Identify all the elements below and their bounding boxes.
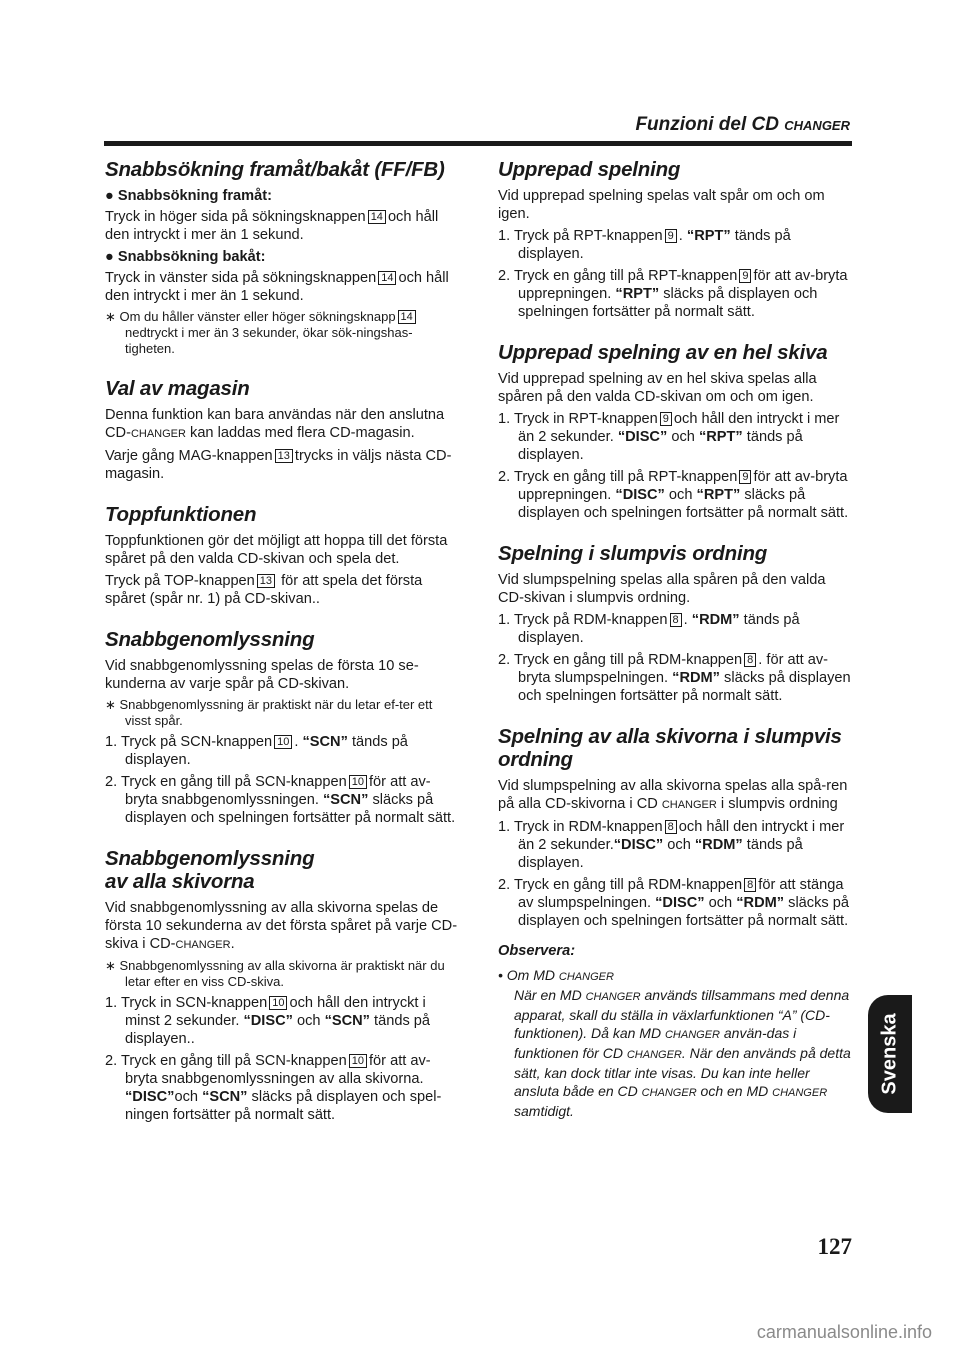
paragraph: Tryck in höger sida på sökningsknappen 14 och håll den intryckt i mer än 1 sekund. [105, 209, 439, 243]
key-badge: 10 [269, 996, 287, 1010]
section-title-top: Toppfunktionen [105, 503, 257, 526]
step-1: 1. Tryck in RPT-knappen 9 och håll den intryckt i mer än 2 sekunder. “DISC” och “RPT” tänds på displayen. [498, 411, 840, 463]
key-badge: 10 [274, 735, 292, 749]
note: ∗ Snabbgenomlyssning av alla skivorna är praktiskt när du letar efter en viss CD-skiva. [105, 958, 445, 989]
section-title-repeat-disc: Upprepad spelning av en hel skiva [498, 341, 828, 364]
paragraph: Varje gång MAG-knappen 13 trycks in väljs nästa CD-magasin. [105, 448, 452, 482]
paragraph: Denna funktion kan bara användas när den anslutna CD-CHANGER kan laddas med flera CD-magasin. [105, 407, 445, 441]
paragraph: Vid slumpspelning spelas alla spåren på den valda CD-skivan i slumpvis ordning. [498, 572, 826, 606]
step-2: 2. Tryck en gång till på RPT-knappen 9 för att av-bryta upprepningen. “DISC” och “RPT” släcks på displayen och spelningen fortsätter på normalt sätt. [498, 469, 849, 521]
key-badge: 10 [349, 775, 367, 789]
step-2: 2. Tryck en gång till på RDM-knappen 8 . för att av-bryta slumpspelningen. “RDM” släcks på displayen och spelningen fortsätter på normalt sätt. [498, 652, 851, 704]
language-tab-label: Svenska [878, 1013, 901, 1095]
key-badge: 9 [739, 269, 751, 283]
step-1: 1. Tryck in RDM-knappen 8 och håll den intryckt i mer än 2 sekunder.“DISC” och “RDM” tänds på displayen. [498, 819, 845, 871]
key-badge: 9 [660, 412, 672, 426]
left-column [105, 158, 461, 1128]
paragraph: Vid upprepad spelning spelas valt spår om och om igen. [498, 188, 825, 222]
paragraph: Tryck in vänster sida på sökningsknappen 14 och håll den intryckt i mer än 1 sekund. [105, 270, 449, 304]
step-2: 2. Tryck en gång till på SCN-knappen 10 för att av-bryta snabbgenomlyssningen av alla skivorna. “DISC”och “SCN” släcks på displayen och spel-ningen fortsätter på normalt sätt. [105, 1053, 442, 1123]
paragraph: Vid upprepad spelning av en hel skiva spelas alla spåren på den valda CD-skivan om och om igen. [498, 371, 817, 405]
section-title-scan: Snabbgenomlyssning [105, 628, 315, 651]
section-title-repeat: Upprepad spelning [498, 158, 681, 181]
watermark: carmanualsonline.info [756, 1322, 932, 1342]
paragraph: Toppfunktionen gör det möjligt att hoppa till det första spåret på den valda CD-skivan och spela det. [105, 533, 448, 567]
step-1: 1. Tryck på RDM-knappen 8 . “RDM” tänds på displayen. [498, 612, 800, 646]
step-2: 2. Tryck en gång till på RPT-knappen 9 för att av-bryta upprepningen. “RPT” släcks på displayen och spelningen fortsätter på normalt sätt. [498, 268, 848, 320]
key-badge: 9 [665, 229, 677, 243]
observe-heading: Observera: [498, 943, 576, 959]
note: ∗ Snabbgenomlyssning är praktiskt när du letar ef-ter ett visst spår. [105, 697, 433, 728]
key-badge: 14 [368, 210, 386, 224]
step-2: 2. Tryck en gång till på SCN-knappen 10 för att av-bryta snabbgenomlyssningen. “SCN” släcks på displayen och spelningen fortsätter på normalt sätt. [105, 774, 456, 826]
language-tab [868, 995, 912, 1113]
section-title-random: Spelning i slumpvis ordning [498, 542, 768, 565]
bullet-backward: ● Snabbsökning bakåt: [105, 249, 266, 265]
right-column [498, 158, 854, 1120]
key-badge: 13 [275, 449, 293, 463]
running-header [635, 114, 850, 136]
paragraph: Tryck på TOP-knappen 13 för att spela det första spåret (spår nr. 1) på CD-skivan.. [105, 573, 423, 607]
key-badge: 8 [744, 878, 756, 892]
observe-note: • Om MD CHANGER När en MD CHANGER används tillsammans med denna apparat, skall du ställa in växlarfunktionen “A” (CD-funktionen). Då kan MD CHANGER använ-das i funktionen för CD CHANGER. När den används på detta sätt, kan dock titlar inte visas. Du kan inte heller ansluta både en CD CHANGER och en MD CHANGER samtidigt. [498, 967, 851, 1119]
key-badge: 8 [670, 613, 682, 627]
key-badge: 9 [739, 470, 751, 484]
note: ∗ Om du håller vänster eller höger sökningsknapp 14 nedtryckt i mer än 3 sekunder, ökar sök-ningshas-tigheten. [105, 309, 461, 357]
step-1: 1. Tryck på RPT-knappen 9 . “RPT” tänds på displayen. [498, 228, 791, 262]
key-badge: 14 [398, 310, 416, 324]
paragraph: Vid snabbgenomlyssning spelas de första 10 se-kunderna av varje spår på CD-skivan. [105, 658, 419, 692]
key-badge: 8 [665, 820, 677, 834]
section-title-ff-fb: Snabbsökning framåt/bakåt (FF/FB) [105, 158, 445, 181]
key-badge: 8 [744, 653, 756, 667]
bullet-forward: ● Snabbsökning framåt: [105, 188, 272, 204]
section-title-random-all: Spelning av alla skivorna i slumpvis ordning [498, 725, 842, 771]
header-rule [104, 141, 852, 146]
key-badge: 14 [378, 271, 396, 285]
paragraph: Vid snabbgenomlyssning av alla skivorna spelas de första 10 sekunderna av det första spåret på varje CD-skiva i CD-CHANGER. [105, 900, 458, 952]
key-badge: 10 [349, 1054, 367, 1068]
bullet-backward-label: Snabbsökning bakåt: [117, 249, 266, 265]
page-number: 127 [817, 1234, 852, 1259]
header-title-smallcaps: CHANGER [784, 118, 850, 133]
paragraph: Vid slumpspelning av alla skivorna spelas alla spå-ren på alla CD-skivorna i CD CHANGER i slumpvis ordning [498, 778, 848, 812]
header-title-text: Funzioni del CD [635, 114, 785, 135]
step-1: 1. Tryck in SCN-knappen 10 och håll den intryckt i minst 2 sekunder. “DISC” och “SCN” tänds på displayen.. [105, 995, 431, 1047]
step-2: 2. Tryck en gång till på RDM-knappen 8 för att stänga av slumpspelningen. “DISC” och “RDM” släcks på displayen och spelningen fortsätter på normalt sätt. [498, 877, 849, 929]
section-title-scan-all: Snabbgenomlyssning av alla skivorna [105, 847, 315, 893]
key-badge: 13 [257, 574, 275, 588]
step-1: 1. Tryck på SCN-knappen 10 . “SCN” tänds på displayen. [105, 734, 408, 768]
section-title-magazine: Val av magasin [105, 377, 250, 400]
bullet-forward-label: Snabbsökning framåt: [117, 188, 272, 204]
